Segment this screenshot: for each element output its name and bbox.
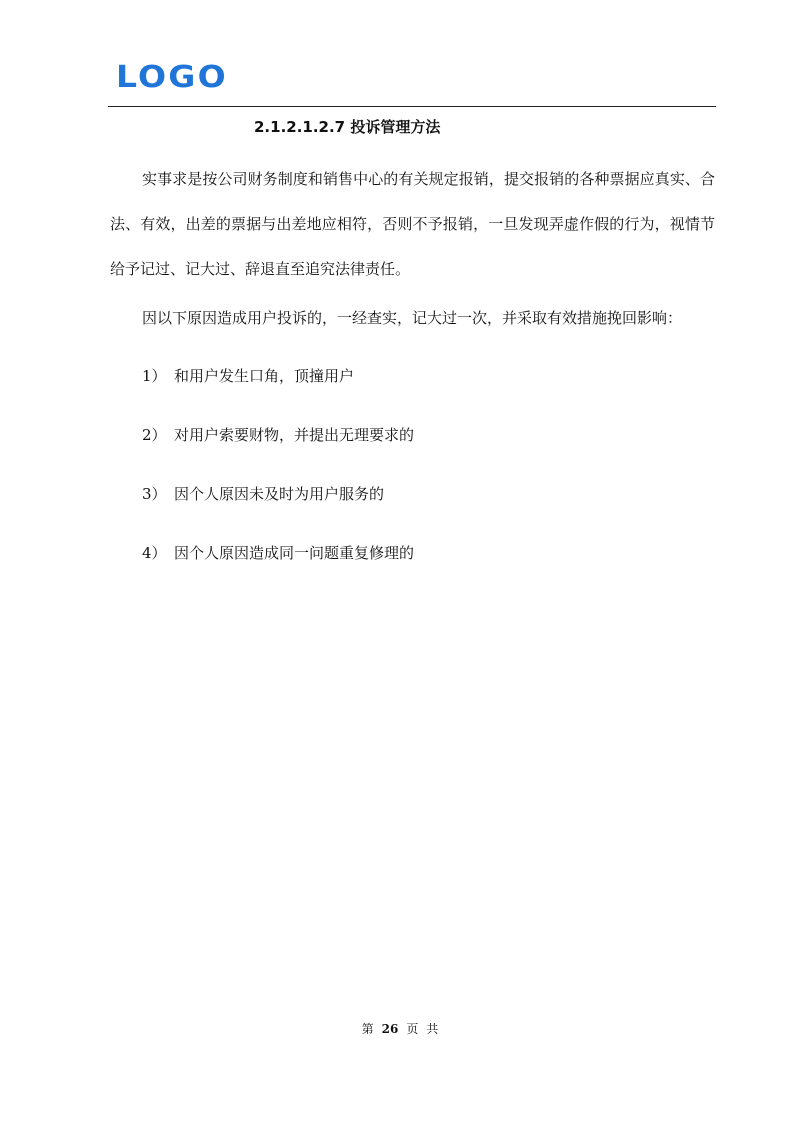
section-title: 2.1.2.1.2.7 投诉管理方法 [254, 118, 441, 136]
complaint-reasons-list [142, 361, 702, 597]
list-item [142, 479, 702, 509]
list-item-text: 因个人原因造成同一问题重复修理的 [174, 544, 415, 562]
list-item-text: 因个人原因未及时为用户服务的 [174, 485, 385, 503]
footer-page-number: 26 [381, 1022, 399, 1036]
footer-suffix: 共 [426, 1022, 439, 1036]
list-item [142, 420, 702, 450]
logo: LOGO [116, 60, 228, 95]
page-footer [0, 1019, 800, 1039]
list-item-number: 3） [142, 485, 167, 503]
paragraph-complaint-intro: 因以下原因造成用户投诉的，一经查实，记大过一次，并采取有效措施挽回影响： [142, 309, 683, 327]
list-item-text: 和用户发生口角，顶撞用户 [174, 367, 355, 385]
list-item-text: 对用户索要财物，并提出无理要求的 [174, 426, 415, 444]
list-item-number: 4） [142, 544, 167, 562]
footer-prefix: 第 [361, 1022, 374, 1036]
list-item [142, 361, 702, 391]
list-item-number: 1） [142, 367, 167, 385]
page-header [108, 62, 716, 107]
paragraph-reimbursement: 实事求是按公司财务制度和销售中心的有关规定报销，提交报销的各种票据应真实、合法、有效，出差的票据与出差地应相符，否则不予报销，一旦发现弄虚作假的行为，视情节给予记过、记大过、辞退直至追究法律责任。 [110, 170, 715, 278]
footer-page-word: 页 [406, 1022, 419, 1036]
list-item-number: 2） [142, 426, 167, 444]
list-item [142, 538, 702, 568]
